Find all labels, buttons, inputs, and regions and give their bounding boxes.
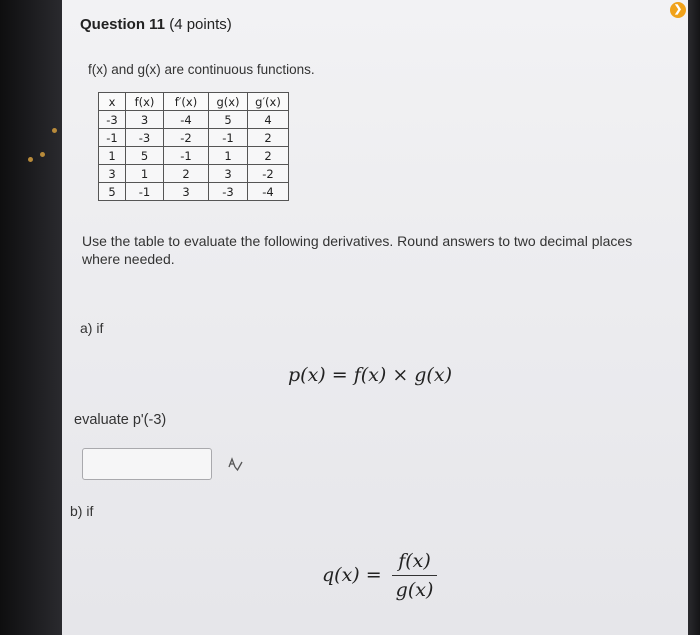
table-cell: 1 [126, 165, 164, 183]
table-row [99, 147, 289, 165]
bezel-reflection-dot [40, 152, 45, 157]
table-cell: -2 [248, 165, 289, 183]
column-header: x [99, 93, 126, 111]
evaluate-prompt: evaluate p'(-3) [74, 412, 167, 428]
formula-p: p(x) = f(x) × g(x) [288, 364, 452, 386]
formula-q [322, 545, 437, 605]
table-cell: -4 [164, 111, 209, 129]
table-cell: -1 [99, 129, 126, 147]
table-cell: 3 [164, 183, 209, 201]
table-cell: 3 [209, 165, 248, 183]
column-header: f′(x) [164, 93, 209, 111]
quiz-page [62, 0, 688, 635]
question-title [80, 16, 232, 33]
table-cell: -3 [209, 183, 248, 201]
table-row [99, 129, 289, 147]
column-header: g′(x) [248, 93, 289, 111]
question-intro: f(x) and g(x) are continuous functions. [88, 62, 315, 77]
bezel-reflection-dot [28, 157, 33, 162]
table-cell: -2 [164, 129, 209, 147]
question-number: Question 11 [80, 16, 166, 33]
table-cell: -1 [164, 147, 209, 165]
table-cell: -1 [126, 183, 164, 201]
table-cell: 5 [209, 111, 248, 129]
part-b-label: b) if [70, 503, 94, 519]
table-row [99, 165, 289, 183]
table-cell: -3 [126, 129, 164, 147]
column-header: g(x) [209, 93, 248, 111]
table-cell: 1 [209, 147, 248, 165]
table-cell: 2 [248, 129, 289, 147]
bezel-reflection-dot [52, 128, 57, 133]
table-row [99, 183, 289, 201]
fraction [392, 550, 438, 601]
answer-input[interactable] [82, 448, 212, 480]
formula-q-lhs: q(x) = [322, 564, 382, 586]
table-cell: 2 [248, 147, 289, 165]
table-cell: 4 [248, 111, 289, 129]
derivative-table [98, 92, 289, 201]
table-cell: 1 [99, 147, 126, 165]
table-cell: -3 [99, 111, 126, 129]
device-bezel-left [0, 0, 62, 635]
table-cell: -1 [209, 129, 248, 147]
table-cell: 3 [126, 111, 164, 129]
notification-icon[interactable]: ❯ [670, 2, 686, 18]
table-cell: 5 [126, 147, 164, 165]
table-cell: 2 [164, 165, 209, 183]
part-a-label: a) if [80, 320, 104, 336]
column-header: f(x) [126, 93, 164, 111]
table-row [99, 111, 289, 129]
table-cell: 3 [99, 165, 126, 183]
instructions-text: Use the table to evaluate the following derivatives. Round answers to two decimal places where needed. [82, 233, 633, 267]
table-cell: -4 [248, 183, 289, 201]
table-header-row [99, 93, 289, 111]
spell-check-icon[interactable] [227, 456, 243, 472]
device-bezel-right [688, 0, 700, 635]
fraction-denominator: g(x) [392, 575, 438, 601]
table-cell: 5 [99, 183, 126, 201]
question-points: (4 points) [169, 16, 232, 33]
fraction-numerator: f(x) [398, 549, 431, 572]
